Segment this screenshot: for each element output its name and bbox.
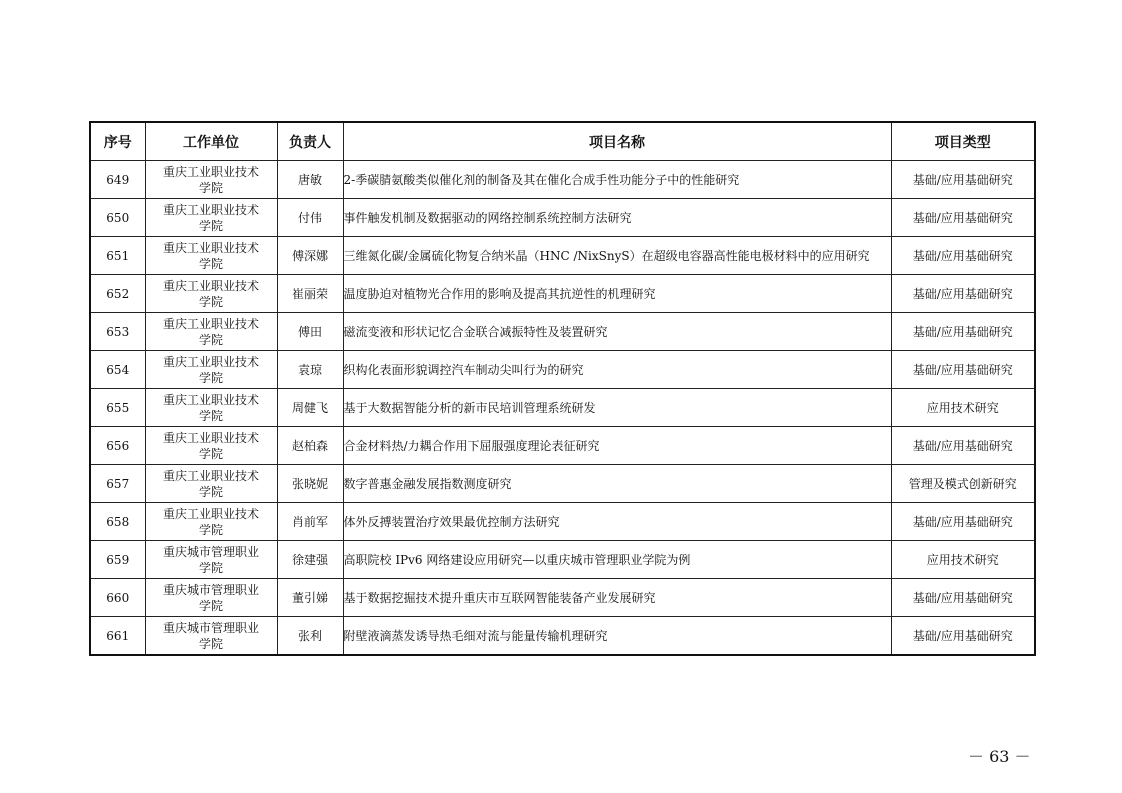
cell-no: 649: [90, 161, 145, 199]
cell-unit-line2: 学院: [198, 598, 223, 613]
header-no: 序号: [90, 122, 145, 161]
cell-unit-line1: 重庆工业职业技术: [162, 506, 259, 521]
table-row: [90, 579, 1035, 617]
table-row: [90, 617, 1035, 656]
cell-project-name: 基于数据挖掘技术提升重庆市互联网智能装备产业发展研究: [343, 579, 891, 617]
cell-unit: [145, 465, 277, 503]
cell-unit: [145, 541, 277, 579]
cell-unit-line2: 学院: [198, 484, 223, 499]
cell-no: 657: [90, 465, 145, 503]
cell-project-type: 基础/应用基础研究: [891, 199, 1035, 237]
cell-unit: [145, 237, 277, 275]
cell-project-type: 基础/应用基础研究: [891, 237, 1035, 275]
cell-unit-line1: 重庆工业职业技术: [162, 392, 259, 407]
cell-project-type: 基础/应用基础研究: [891, 313, 1035, 351]
table-row: [90, 313, 1035, 351]
cell-project-type: 基础/应用基础研究: [891, 427, 1035, 465]
cell-project-name: 事件触发机制及数据驱动的网络控制系统控制方法研究: [343, 199, 891, 237]
cell-unit-line2: 学院: [198, 636, 223, 651]
cell-unit-line1: 重庆城市管理职业: [162, 582, 259, 597]
cell-no: 660: [90, 579, 145, 617]
cell-unit-line1: 重庆城市管理职业: [162, 544, 259, 559]
table-row: [90, 541, 1035, 579]
cell-person: 付伟: [277, 199, 343, 237]
cell-person: 张晓妮: [277, 465, 343, 503]
table-header-row: [90, 122, 1035, 161]
cell-unit-line2: 学院: [198, 332, 223, 347]
cell-project-name: 体外反搏装置治疗效果最优控制方法研究: [343, 503, 891, 541]
cell-project-name: 织构化表面形貌调控汽车制动尖叫行为的研究: [343, 351, 891, 389]
cell-project-name: 附壁液滴蒸发诱导热毛细对流与能量传输机理研究: [343, 617, 891, 656]
cell-no: 656: [90, 427, 145, 465]
cell-person: 董引娣: [277, 579, 343, 617]
cell-person: 崔丽荣: [277, 275, 343, 313]
cell-person: 徐建强: [277, 541, 343, 579]
project-table: [89, 121, 1036, 656]
cell-unit-line1: 重庆工业职业技术: [162, 354, 259, 369]
cell-unit-line2: 学院: [198, 560, 223, 575]
cell-project-type: 基础/应用基础研究: [891, 275, 1035, 313]
cell-unit-line2: 学院: [198, 256, 223, 271]
cell-unit-line2: 学院: [198, 408, 223, 423]
cell-project-name: 温度胁迫对植物光合作用的影响及提高其抗逆性的机理研究: [343, 275, 891, 313]
header-unit: 工作单位: [145, 122, 277, 161]
table-row: [90, 465, 1035, 503]
cell-person: 唐敏: [277, 161, 343, 199]
cell-project-name: 三维氮化碳/金属硫化物复合纳米晶（HNC /NixSnyS）在超级电容器高性能电极材料中的应用研究: [343, 237, 891, 275]
cell-person: 周健飞: [277, 389, 343, 427]
cell-person: 肖前军: [277, 503, 343, 541]
cell-no: 650: [90, 199, 145, 237]
table-row: [90, 199, 1035, 237]
cell-unit-line1: 重庆工业职业技术: [162, 468, 259, 483]
cell-unit: [145, 427, 277, 465]
cell-project-type: 基础/应用基础研究: [891, 503, 1035, 541]
cell-unit-line2: 学院: [198, 446, 223, 461]
cell-unit: [145, 199, 277, 237]
cell-no: 658: [90, 503, 145, 541]
cell-project-type: 应用技术研究: [891, 541, 1035, 579]
cell-unit-line2: 学院: [198, 180, 223, 195]
cell-project-name: 合金材料热/力耦合作用下屈服强度理论表征研究: [343, 427, 891, 465]
cell-unit-line1: 重庆工业职业技术: [162, 202, 259, 217]
cell-unit: [145, 389, 277, 427]
cell-no: 659: [90, 541, 145, 579]
cell-unit: [145, 617, 277, 656]
cell-unit: [145, 313, 277, 351]
table-row: [90, 351, 1035, 389]
header-type: 项目类型: [891, 122, 1035, 161]
cell-project-type: 基础/应用基础研究: [891, 351, 1035, 389]
table-body: [90, 161, 1035, 656]
table-row: [90, 237, 1035, 275]
table-row: [90, 161, 1035, 199]
cell-project-type: 基础/应用基础研究: [891, 617, 1035, 656]
table-row: [90, 427, 1035, 465]
cell-unit: [145, 351, 277, 389]
table-row: [90, 389, 1035, 427]
cell-unit-line1: 重庆工业职业技术: [162, 430, 259, 445]
cell-person: 赵柏森: [277, 427, 343, 465]
cell-unit-line2: 学院: [198, 218, 223, 233]
cell-unit-line2: 学院: [198, 522, 223, 537]
cell-unit: [145, 161, 277, 199]
cell-project-name: 2-季碳腈氨酸类似催化剂的制备及其在催化合成手性功能分子中的性能研究: [343, 161, 891, 199]
cell-no: 653: [90, 313, 145, 351]
cell-unit-line1: 重庆城市管理职业: [162, 620, 259, 635]
cell-no: 652: [90, 275, 145, 313]
header-person: 负责人: [277, 122, 343, 161]
header-name: 项目名称: [343, 122, 891, 161]
page-number: － 63 －: [968, 747, 1031, 766]
cell-project-name: 基于大数据智能分析的新市民培训管理系统研发: [343, 389, 891, 427]
cell-unit-line1: 重庆工业职业技术: [162, 278, 259, 293]
cell-project-type: 应用技术研究: [891, 389, 1035, 427]
cell-person: 张利: [277, 617, 343, 656]
cell-unit: [145, 275, 277, 313]
cell-no: 654: [90, 351, 145, 389]
cell-no: 661: [90, 617, 145, 656]
cell-unit-line1: 重庆工业职业技术: [162, 240, 259, 255]
cell-no: 655: [90, 389, 145, 427]
table-row: [90, 503, 1035, 541]
cell-unit: [145, 579, 277, 617]
table-row: [90, 275, 1035, 313]
cell-person: 傅田: [277, 313, 343, 351]
cell-unit-line2: 学院: [198, 294, 223, 309]
cell-project-name: 高职院校 IPv6 网络建设应用研究—以重庆城市管理职业学院为例: [343, 541, 891, 579]
cell-unit-line1: 重庆工业职业技术: [162, 164, 259, 179]
cell-project-name: 数字普惠金融发展指数测度研究: [343, 465, 891, 503]
cell-unit: [145, 503, 277, 541]
cell-no: 651: [90, 237, 145, 275]
cell-unit-line2: 学院: [198, 370, 223, 385]
cell-project-type: 基础/应用基础研究: [891, 579, 1035, 617]
cell-project-name: 磁流变液和形状记忆合金联合减振特性及装置研究: [343, 313, 891, 351]
cell-project-type: 基础/应用基础研究: [891, 161, 1035, 199]
cell-person: 傅深娜: [277, 237, 343, 275]
cell-person: 袁琼: [277, 351, 343, 389]
cell-project-type: 管理及模式创新研究: [891, 465, 1035, 503]
cell-unit-line1: 重庆工业职业技术: [162, 316, 259, 331]
